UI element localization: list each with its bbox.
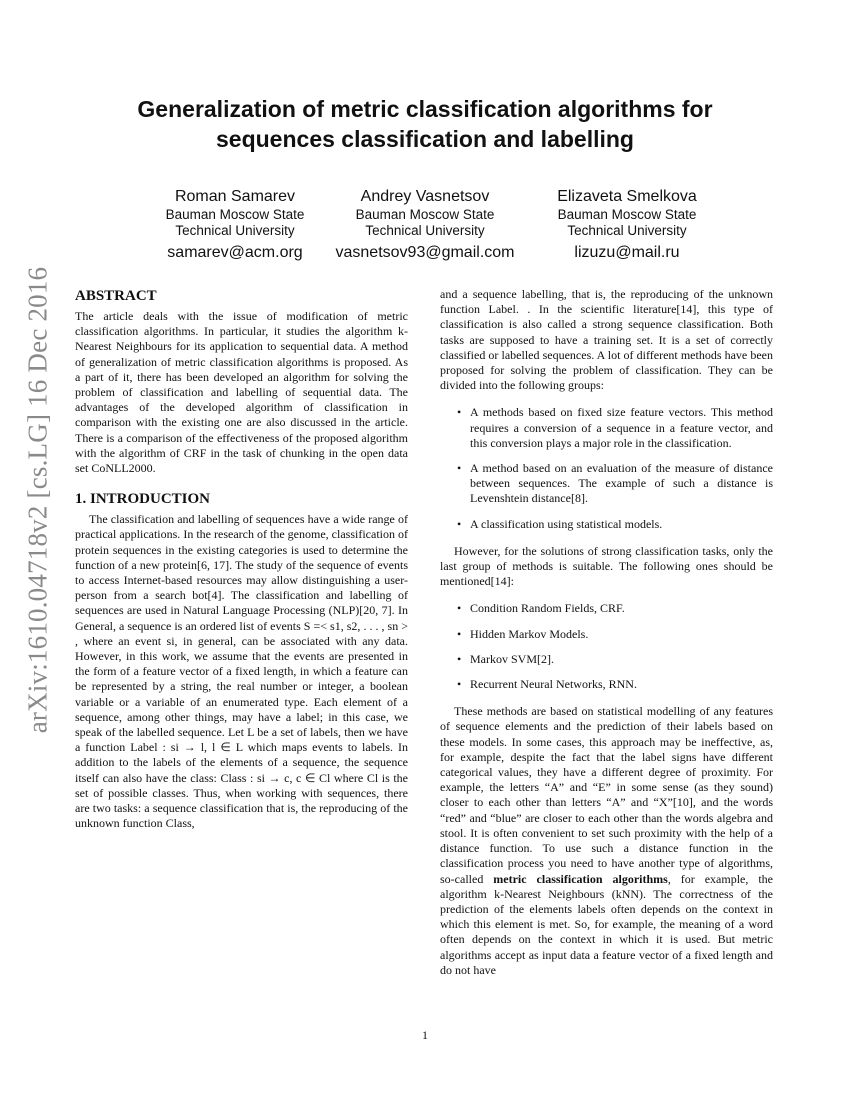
method-groups-list xyxy=(440,405,773,531)
author-block-1 xyxy=(130,187,340,263)
body-paragraph xyxy=(440,704,773,978)
abstract-text: The article deals with the issue of modification of metric classification algorithms. In particular, it studies the algorithm k-Nearest Neighbours for its application to sequential data. A method of generalization of metric classification algorithms is proposed. As a part of it, there has been developed an algorithm for solving the problem of classification and labelling of sequential data. The advantages of the developed algorithm of classification in comparison with the existing one are also discussed in the article. There is a comparison of the effectiveness of the proposed algorithm with the algorithm of CRF in the task of chunking in the open data set CoNLL2000. xyxy=(75,309,408,476)
abstract-heading: ABSTRACT xyxy=(75,288,157,304)
introduction-paragraph: The classification and labelling of sequences have a wide range of practical applications. In the research of the genome, classification of protein sequences in the existing categories is used to determine the function of a new protein[6, 17]. The study of the sequence of events to access Internet-based resources may allow distinguishing a user-person from a search bot[4]. The classification and labelling of sequences are used in Natural Language Processing (NLP)[20, 7]. In General, a sequence is an ordered list of events S =< s1, s2, . . . , sn > , where an event si, in general, can be associated with any data. However, in this work, we assume that the events are presented in the form of a feature vector of a fixed length, in which a feature can be represented by a string, the real number or integer, a boolean variable or a variable of an enumerated type. Each element of a sequence, among other things, may have a label; in this case, we speak of the labelled sequence. Let L be a set of labels, then we have a function Label : si → l, l ∈ L which maps events to labels. In addition to the labels of the elements of a sequence, the sequence itself can also have the class: Class : si → c, c ∈ Cl where Cl is the set of possible classes. Thus, when working with sequences, there are two tasks: a sequence classification that is, the reproducing of the unknown function Class, xyxy=(75,512,408,831)
list-item: • A method based on an evaluation of the measure of distance between sequences. The example of such a distance is Levenshtein distance[8]. xyxy=(470,461,773,507)
author-affiliation: Bauman Moscow State xyxy=(557,207,697,222)
body-text: These methods are based on statistical modelling of any features of sequence elements and the prediction of their labels based on these models. In some cases, this approach may be ineffective, as, for example, despite the fact that the label signs have different categorical values, they have a different degree of proximity. For example, the letters “A” and “E” in some sense (as they sound) closer to each other than letters “A” and “X”[10], and the words “red” and “blue” are closer to each other than the words algebra and stool. It is often convenient to set such proximity with the help of a distance function. To use such a distance function in the classification process you need to have another type of algorithms, so-called xyxy=(440,704,773,886)
author-affiliation: Bauman Moscow State xyxy=(165,207,305,222)
arxiv-stamp xyxy=(14,266,62,734)
body-text: , for example, the algorithm k-Nearest Neighbours (kNN). The correctness of the prediction of the elements labels often depends on the context in which this element is met. So, for example, the meaning of a word often depends on the context in which it is used. But metric algorithms accept as input data a feature vector of a fixed length and do not have xyxy=(440,871,773,977)
author-name: Andrey Vasnetsov xyxy=(360,188,490,205)
right-column xyxy=(440,287,773,978)
author-block-3 xyxy=(522,187,732,263)
author-block-2 xyxy=(320,187,530,263)
list-item: • Hidden Markov Models. xyxy=(470,627,773,642)
arxiv-stamp-text: arXiv:1610.04718v2 [cs.LG] 16 Dec 2016 xyxy=(22,266,53,734)
list-item: • Recurrent Neural Networks, RNN. xyxy=(470,677,773,692)
author-name: Roman Samarev xyxy=(174,188,296,205)
list-item: • Condition Random Fields, CRF. xyxy=(470,601,773,616)
left-column xyxy=(75,287,408,832)
author-affiliation: Technical University xyxy=(175,223,295,238)
introduction-heading: 1. INTRODUCTION xyxy=(75,491,211,508)
author-email: vasnetsov93@gmail.com xyxy=(335,244,515,261)
list-item: • A methods based on fixed size feature vectors. This method requires a conversion of a sequence in a feature vector, and this conversion plays a major role in the classification. xyxy=(470,405,773,451)
paper-title: Generalization of metric classification algorithms for sequences classification and labelling xyxy=(137,96,713,152)
list-item: • A classification using statistical models. xyxy=(470,517,773,532)
body-paragraph: and a sequence labelling, that is, the reproducing of the unknown function Label. . In the scientific literature[14], this type of classification is also called a strong sequence classification. Both tasks are supposed to have a training set. It is a set of correctly classified or labelled sequences. A lot of different methods have been proposed for solving the problem of classification. They can be divided into the following groups: xyxy=(440,287,773,393)
statistical-methods-list xyxy=(440,601,773,692)
author-name: Elizaveta Smelkova xyxy=(557,188,697,205)
emphasis-term: metric classification algorithms xyxy=(493,871,668,886)
page-number: 1 xyxy=(422,1028,428,1042)
body-paragraph: However, for the solutions of strong classification tasks, only the last group of methods is suitable. The following ones should be mentioned[14]: xyxy=(440,543,773,589)
author-affiliation: Technical University xyxy=(567,223,687,238)
author-affiliation: Technical University xyxy=(365,223,485,238)
author-email: lizuzu@mail.ru xyxy=(574,244,680,261)
list-item: • Markov SVM[2]. xyxy=(470,652,773,667)
author-email: samarev@acm.org xyxy=(167,244,303,261)
author-affiliation: Bauman Moscow State xyxy=(355,207,495,222)
